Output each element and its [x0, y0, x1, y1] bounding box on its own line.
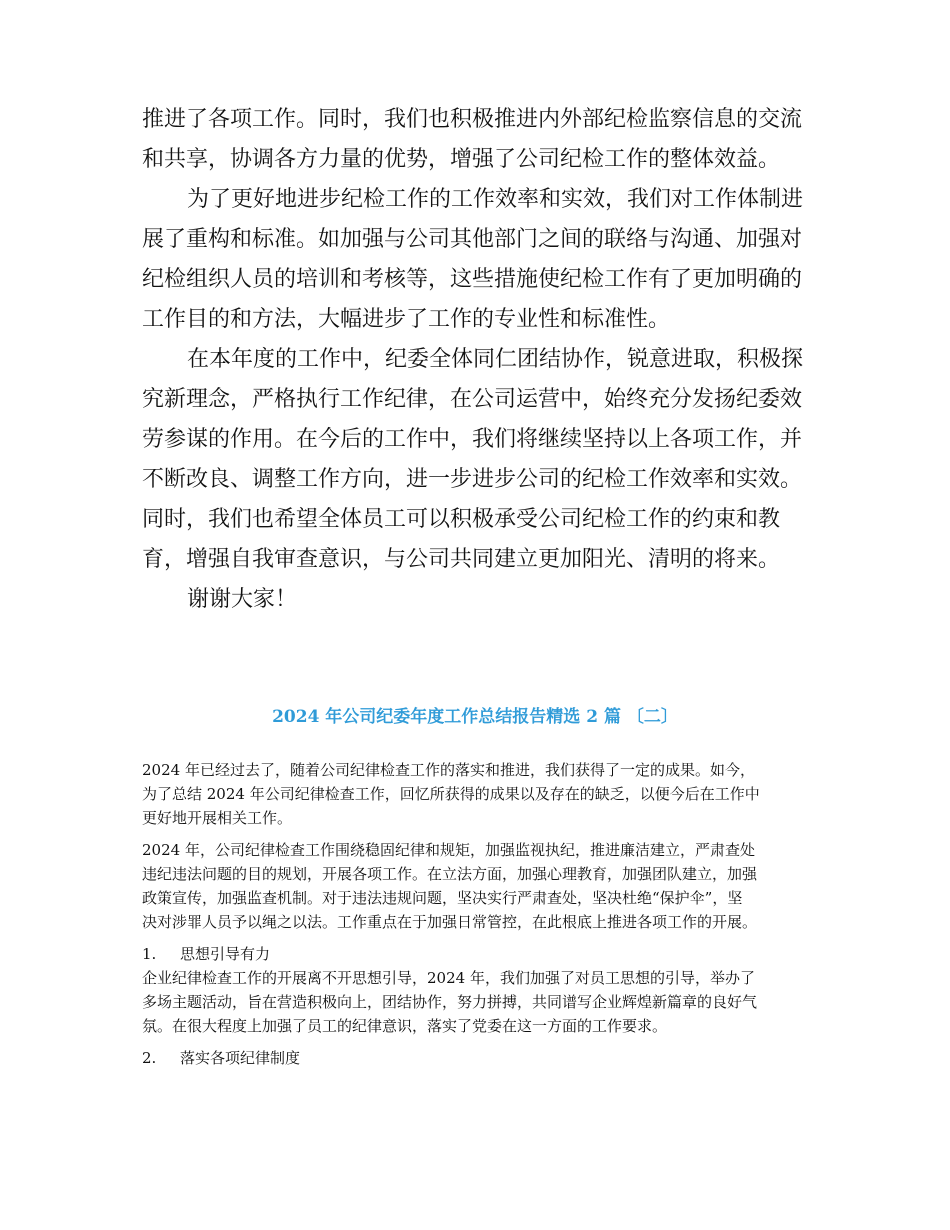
- list-number: 2.: [142, 1049, 157, 1067]
- text-line: 和共享，协调各方力量的优势，增强了公司纪检工作的整体效益。: [142, 147, 781, 172]
- list-item-discipline: [142, 1046, 810, 1070]
- text-line: 违纪违法问题的目的规划，开展各项工作。在立法方面，加强心理教育，加强团队建立，加强: [142, 865, 758, 883]
- paragraph-intro: [142, 758, 810, 830]
- list-title: 思想引导有力: [180, 945, 271, 963]
- text-line: 多场主题活动，旨在营造积极向上，团结协作，努力拼搏，共同谱写企业辉煌新篇章的良好气: [142, 993, 758, 1011]
- paragraph-overview: [142, 838, 810, 934]
- paragraph-outlook: [142, 340, 810, 580]
- text-line: 究新理念，严格执行工作纪律，在公司运营中，始终充分发扬纪委效: [142, 387, 803, 412]
- text-line: 氛。在很大程度上加强了员工的纪律意识，落实了党委在这一方面的工作要求。: [142, 1017, 668, 1035]
- text-line: 决对涉罪人员予以绳之以法。工作重点在于加强日常管控，在此根底上推进各项工作的开展。: [142, 913, 758, 931]
- text-line: 同时，我们也希望全体员工可以积极承受公司纪检工作的约束和教: [142, 507, 781, 532]
- list-number: 1.: [142, 945, 157, 963]
- text-line: 展了重构和标准。如加强与公司其他部门之间的联络与沟通、加强对: [142, 227, 803, 252]
- text-line: 更好地开展相关工作。: [142, 809, 293, 827]
- text-line: 不断改良、调整工作方向，进一步进步公司的纪检工作效率和实效。: [142, 467, 803, 492]
- section-one: [142, 100, 810, 620]
- text-line: 为了总结 2024 年公司纪律检查工作，回忆所获得的成果以及存在的缺乏，以便今后在工作中: [142, 785, 760, 803]
- text-line: 育，增强自我审查意识，与公司共同建立更加阳光、清明的将来。: [142, 547, 781, 572]
- text-line: 2024 年已经过去了，随着公司纪律检查工作的落实和推进，我们获得了一定的成果。如今，: [142, 761, 755, 779]
- paragraph-exchange: [142, 100, 810, 180]
- text-line: 劳参谋的作用。在今后的工作中，我们将继续坚持以上各项工作，并: [142, 427, 803, 452]
- list-item-guidance: [142, 942, 810, 966]
- text-line: 纪检组织人员的培训和考核等，这些措施使纪检工作有了更加明确的: [142, 267, 803, 292]
- text-line: 工作目的和方法，大幅进步了工作的专业性和标准性。: [142, 307, 671, 332]
- text-line: 企业纪律检查工作的开展离不开思想引导，2024 年，我们加强了对员工思想的引导，举办了: [142, 969, 755, 987]
- text-line: 为了更好地进步纪检工作的工作效率和实效，我们对工作体制进: [187, 187, 804, 212]
- paragraph-restructure: [142, 180, 810, 340]
- text-line: 2024 年，公司纪律检查工作围绕稳固纪律和规矩，加强监视执纪，推进廉洁建立，严肃查处: [142, 841, 755, 859]
- thanks-line: 谢谢大家！: [187, 587, 298, 612]
- text-line: 推进了各项工作。同时，我们也积极推进内外部纪检监察信息的交流: [142, 107, 803, 132]
- section-two: [142, 758, 810, 1070]
- list-title: 落实各项纪律制度: [180, 1049, 301, 1067]
- text-line: 在本年度的工作中，纪委全体同仁团结协作，锐意进取，积极探: [187, 347, 804, 372]
- text-line: 政策宣传，加强监查机制。对于违法违规问题，坚决实行严肃查处，坚决杜绝“保护伞”，坚: [142, 889, 743, 907]
- paragraph-guidance: [142, 966, 810, 1038]
- section-heading: 2024 年公司纪委年度工作总结报告精选 2 篇 〔二〕: [272, 707, 678, 727]
